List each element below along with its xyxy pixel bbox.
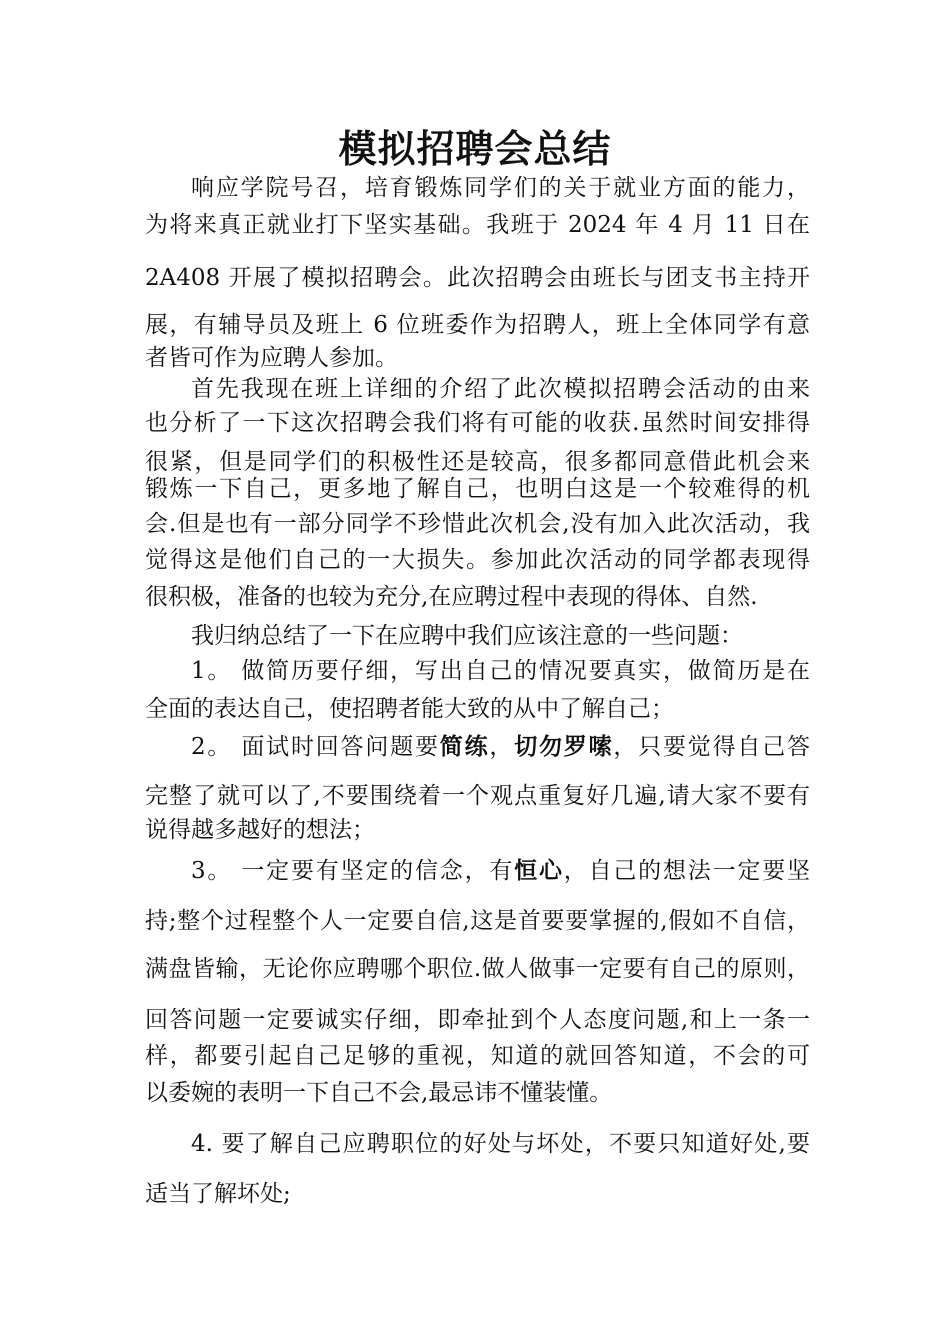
item-3-line-4: 回答问题一定要诚实仔细，即牵扯到个人态度问题,和上一条一 [145, 1007, 810, 1033]
item-1-line-2: 全面的表达自己，使招聘者能大致的从中了解自己； [145, 696, 674, 722]
paragraph-1-line-1: 响应学院号召，培育锻炼同学们的关于就业方面的能力， [191, 175, 810, 201]
emphasis-concise: 简练 [439, 733, 490, 760]
item-3-line-2: 持;整个过程整个人一定要自信,这是首要要掌握的,假如不自信， [145, 908, 810, 934]
paragraph-2-line-2: 也分析了一下这次招聘会我们将有可能的收获.虽然时间安排得 [145, 410, 810, 436]
paragraph-2-line-7: 很积极，准备的也较为充分,在应聘过程中表现的得体、自然. [145, 584, 758, 610]
emphasis-perseverance: 恒心 [514, 857, 564, 884]
document-title: 模拟招聘会总结 [338, 126, 612, 171]
item-3-line-5: 样，都要引起自己足够的重视，知道的就回答知道，不会的可 [145, 1043, 810, 1069]
item-4-line-2: 适当了解坏处; [145, 1181, 291, 1207]
item-3-line-1 [191, 855, 810, 887]
paragraph-2-line-5: 会.但是也有一部分同学不珍惜此次机会,没有加入此次活动，我 [145, 511, 810, 537]
item-3-line-3: 满盘皆输，无论你应聘哪个职位.做人做事一定要有自己的原则， [145, 956, 810, 982]
item-2-text: 2。 面试时回答问题要 [191, 734, 440, 760]
item-3-text: 3。 一定要有坚定的信念，有 [191, 858, 515, 884]
paragraph-1-line-3: 2A408 开展了模拟招聘会。此次招聘会由班长与团支书主持开 [145, 265, 810, 291]
item-3-line-6: 以委婉的表明一下自己不会,最忌讳不懂装懂。 [145, 1080, 613, 1106]
item-2-line-3: 说得越多越好的想法； [145, 817, 375, 843]
paragraph-2-line-3: 很紧，但是同学们的积极性还是较高，很多都同意借此机会来 [145, 449, 810, 475]
item-2-text-rest: ，只要觉得自己答 [613, 734, 811, 760]
paragraph-1-line-5: 者皆可作为应聘人参加。 [145, 345, 398, 371]
paragraph-2-line-6: 觉得这是他们自己的一大损失。参加此次活动的同学都表现得 [145, 547, 810, 573]
item-2-line-2: 完整了就可以了,不要围绕着一个观点重复好几遍,请大家不要有 [145, 783, 810, 809]
paragraph-1-line-2: 为将来真正就业打下坚实基础。我班于 2024 年 4 月 11 日在 [145, 212, 810, 238]
paragraph-3-line-1: 我归纳总结了一下在应聘中我们应该注意的一些问题： [191, 623, 743, 649]
item-4-line-1: 4. 要了解自己应聘职位的好处与坏处，不要只知道好处,要 [191, 1131, 810, 1157]
item-1-line-1: 1。 做简历要仔细，写出自己的情况要真实，做简历是在 [191, 658, 810, 684]
paragraph-2-line-4: 锻炼一下自己，更多地了解自己，也明白这是一个较难得的机 [145, 476, 810, 502]
paragraph-1-line-4: 展，有辅导员及班上 6 位班委作为招聘人，班上全体同学有意 [145, 312, 810, 338]
paragraph-2-line-1: 首先我现在班上详细的介绍了此次模拟招聘会活动的由来 [191, 376, 810, 402]
item-2-line-1 [191, 731, 810, 763]
item-3-text-rest: ，自己的想法一定要坚 [563, 858, 810, 884]
item-2-comma: ， [489, 734, 515, 760]
emphasis-no-wordiness: 切勿罗嗦 [514, 733, 614, 760]
